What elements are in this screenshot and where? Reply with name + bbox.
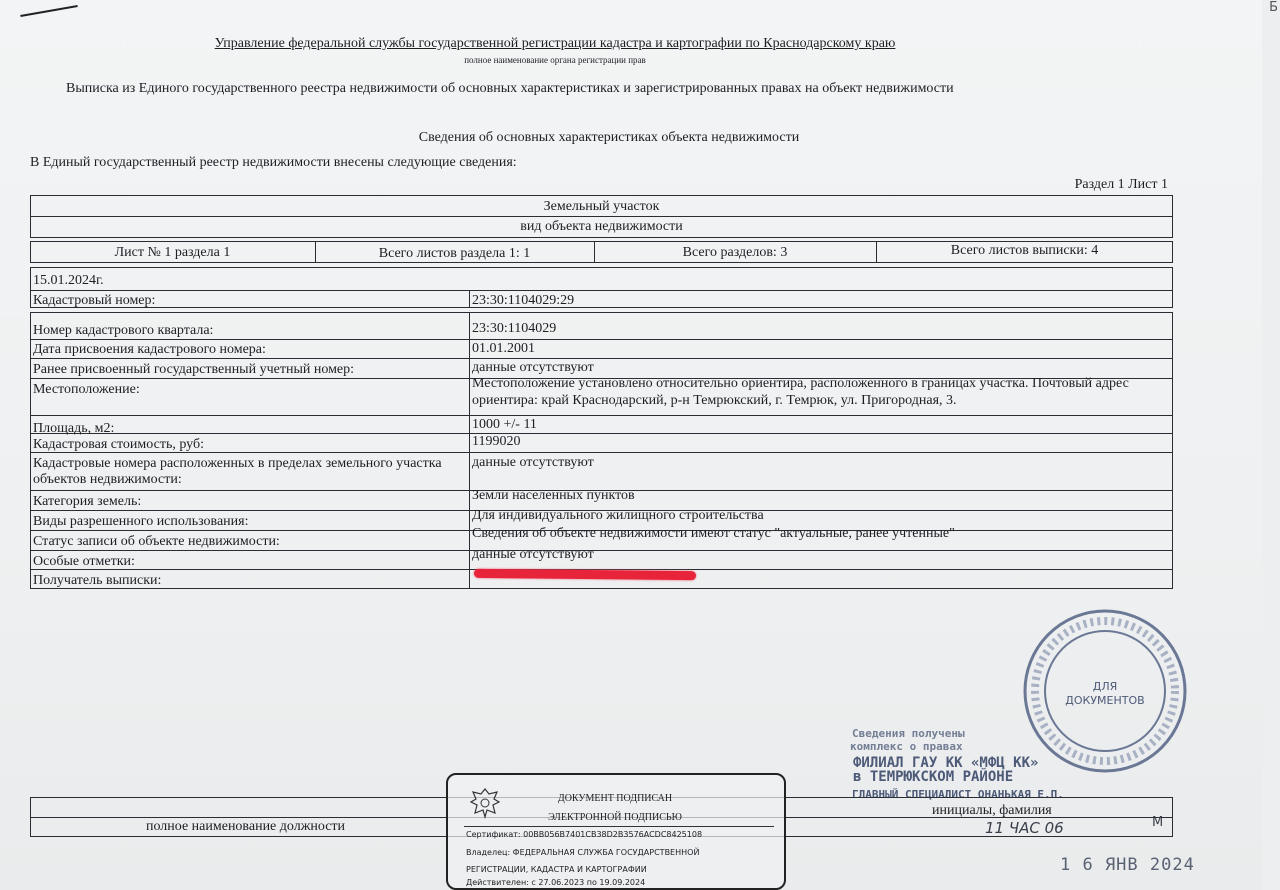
prev-number-value: данные отсутствуют [472,360,594,375]
signature-separator [464,826,774,827]
permitted-use-value: Для индивидуального жилищного строительства [472,508,764,523]
organization-note: полное наименование органа регистрации прав [464,55,646,65]
recipient-label: Получатель выписки: [33,573,162,588]
assign-date-value: 01.01.2001 [472,341,535,356]
cost-label: Кадастровая стоимость, руб: [33,437,204,452]
row-record-status [30,526,1173,551]
row-quarter [30,320,1173,340]
cadastral-label: Кадастровый номер: [33,293,156,308]
land-category-value: Земли населенных пунктов [472,488,635,503]
cadastral-divider [469,290,470,308]
land-category-label: Категория земель: [33,494,142,509]
signature-line-2: ЭЛЕКТРОННОЙ ПОДПИСЬЮ [548,812,682,823]
row-special-marks [30,547,1173,570]
sheet-number: Лист № 1 раздела 1 [114,245,231,260]
stamp-line-5: ГЛАВНЫЙ СПЕЦИАЛИСТ ОНАНЬКАЯ Е.П. [852,788,1064,801]
signature-certificate: Сертификат: 00BB056B7401CB38D2B3576ACDC8425108 [466,830,703,839]
nested-objects-label: Кадастровые номера расположенных в пределах земельного участка объектов недвижимости: [33,456,442,487]
row-cost [30,434,1173,453]
quarter-label: Номер кадастрового квартала: [33,323,214,338]
row-nested-objects [30,453,1173,491]
total-sheets-extract: Всего листов выписки: 4 [950,243,1099,258]
cadastral-value: 23:30:1104029:29 [472,293,575,308]
quarter-value: 23:30:1104029 [472,321,557,336]
date-stamp: 1 6 ЯНВ 2024 [1060,855,1195,875]
signature-validity: Действителен: с 27.06.2023 по 19.09.2024 [466,878,646,887]
special-marks-value: данные отсутствуют [472,547,594,562]
edge-letter: Б [1269,0,1278,15]
signature-line-1: ДОКУМЕНТ ПОДПИСАН [557,793,673,804]
location-label: Местоположение: [33,382,140,397]
nested-objects-value: данные отсутствуют [472,455,594,470]
area-value: 1000 +/- 11 [472,417,537,432]
stamp-line-3: ФИЛИАЛ ГАУ КК «МФЦ КК» [853,755,1039,771]
intro-text: В Единый государственный реестр недвижимости внесены следующие сведения: [30,155,517,170]
handwritten-time: 11 ЧАС 06 [985,819,1064,837]
position-label: полное наименование должности [146,819,346,834]
object-type-note: вид объекта недвижимости [520,219,683,234]
date-divider [30,290,1173,291]
extract-title: Выписка из Единого государственного реестра недвижимости об основных характеристиках и зарегистрированных правах на объект недвижимости [66,81,954,96]
stamp-line-2: комплекс о правах [850,740,963,753]
organization-title: Управление федеральной службы государственной регистрации кадастра и картографии по Краснодарскому краю [214,36,896,51]
permitted-use-label: Виды разрешенного использования: [33,514,249,529]
date-cadastral-box [30,267,1173,308]
round-stamp-text-2: ДОКУМЕНТОВ [1065,694,1145,707]
object-type: Земельный участок [543,199,660,214]
assign-date-label: Дата присвоения кадастрового номера: [33,342,266,357]
signature-owner-1: Владелец: ФЕДЕРАЛЬНАЯ СЛУЖБА ГОСУДАРСТВЕННОЙ [466,848,700,857]
stamp-line-4: в ТЕМРЮКСКОМ РАЙОНЕ [853,769,1014,785]
round-stamp-text-1: ДЛЯ [1092,680,1118,693]
section-sheet-label: Раздел 1 Лист 1 [1074,177,1168,192]
initials-label: инициалы, фамилия [932,803,1052,818]
area-label: Площадь, м2: [33,421,115,436]
total-sections: Всего разделов: 3 [682,245,788,260]
row-assign-date [30,340,1173,359]
record-status-value: Сведения об объекте недвижимости имеют статус "актуальные, ранее учтенные" [472,526,955,541]
total-sheets-section: Всего листов раздела 1: 1 [378,246,531,261]
special-marks-label: Особые отметки: [33,554,135,569]
signature-initials-mark: М [1152,815,1164,830]
round-seal-stamp [1020,606,1190,776]
prev-number-label: Ранее присвоенный государственный учетный номер: [33,362,355,377]
location-value: Местоположение установлено относительно ориентира, расположенного в границах участка. Почтовый адрес ориентира: край Краснодарский, р-н Темрюкский, г. Темрюк, ул. Пригородная, 3. [472,376,1129,408]
row-location [30,376,1173,416]
extract-date: 15.01.2024г. [33,273,104,288]
cost-value: 1199020 [472,434,521,449]
signature-owner-2: РЕГИСТРАЦИИ, КАДАСТРА И КАРТОГРАФИИ [466,865,647,874]
row-area [30,416,1173,434]
object-type-divider [30,216,1173,217]
section-title: Сведения об основных характеристиках объекта недвижимости [418,130,800,145]
stamp-line-1: Сведения получены [852,727,965,740]
record-status-label: Статус записи об объекте недвижимости: [33,534,280,549]
